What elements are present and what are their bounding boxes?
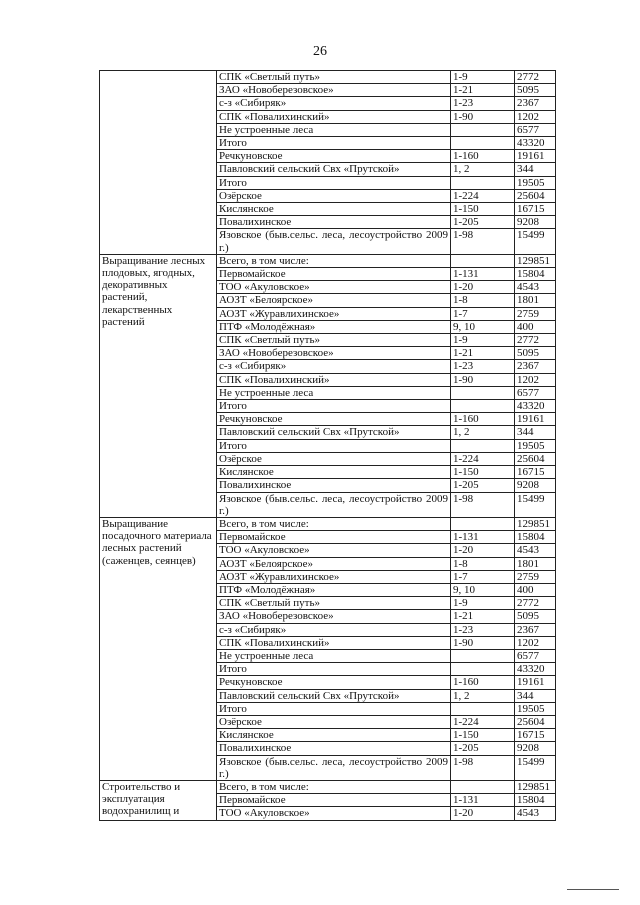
quarters-cell: 1-205 [451, 479, 515, 492]
area-cell: 2367 [515, 360, 556, 373]
area-cell: 5095 [515, 84, 556, 97]
area-cell: 16715 [515, 729, 556, 742]
area-cell: 2367 [515, 97, 556, 110]
quarters-cell [451, 780, 515, 793]
forestry-name-cell: с-з «Сибиряк» [217, 623, 451, 636]
area-cell: 1801 [515, 294, 556, 307]
area-cell: 25604 [515, 189, 556, 202]
forestry-name-cell: СПК «Повалихинский» [217, 373, 451, 386]
forestry-name-cell: Первомайское [217, 531, 451, 544]
area-cell: 2759 [515, 570, 556, 583]
quarters-cell: 9, 10 [451, 583, 515, 596]
forestry-name-cell: ТОО «Акуловское» [217, 281, 451, 294]
quarters-cell [451, 663, 515, 676]
forestry-name-cell: Первомайское [217, 794, 451, 807]
area-cell: 6577 [515, 649, 556, 662]
area-cell: 400 [515, 583, 556, 596]
forestry-name-cell: Кислянское [217, 203, 451, 216]
area-cell: 5095 [515, 347, 556, 360]
area-cell: 129851 [515, 517, 556, 530]
area-cell: 4543 [515, 281, 556, 294]
forestry-name-cell: Первомайское [217, 268, 451, 281]
area-cell: 43320 [515, 663, 556, 676]
quarters-cell: 1-90 [451, 636, 515, 649]
area-cell: 2772 [515, 597, 556, 610]
quarters-cell: 1-150 [451, 203, 515, 216]
area-cell: 344 [515, 426, 556, 439]
area-cell: 129851 [515, 254, 556, 267]
area-cell: 344 [515, 689, 556, 702]
area-cell: 1202 [515, 110, 556, 123]
quarters-cell: 1-7 [451, 307, 515, 320]
forestry-name-cell: Итого [217, 400, 451, 413]
quarters-cell: 1-98 [451, 755, 515, 780]
area-cell: 25604 [515, 452, 556, 465]
quarters-cell: 1, 2 [451, 689, 515, 702]
table-row [100, 780, 556, 793]
quarters-cell: 1-150 [451, 729, 515, 742]
quarters-cell [451, 123, 515, 136]
area-cell: 1202 [515, 373, 556, 386]
quarters-cell: 1-8 [451, 557, 515, 570]
forestry-name-cell: АОЗТ «Журавлихинское» [217, 570, 451, 583]
quarters-cell: 1-131 [451, 531, 515, 544]
area-cell: 19161 [515, 676, 556, 689]
quarters-cell: 1, 2 [451, 426, 515, 439]
area-cell: 15499 [515, 492, 556, 517]
forestry-name-cell: ТОО «Акуловское» [217, 807, 451, 820]
quarters-cell: 1-8 [451, 294, 515, 307]
area-cell: 25604 [515, 715, 556, 728]
forestry-name-cell: Озёрское [217, 189, 451, 202]
quarters-cell: 1, 2 [451, 163, 515, 176]
activity-cell [100, 71, 217, 255]
forestry-name-cell: Итого [217, 176, 451, 189]
area-cell: 129851 [515, 780, 556, 793]
quarters-cell: 1-98 [451, 492, 515, 517]
area-cell: 2772 [515, 334, 556, 347]
quarters-cell: 1-224 [451, 715, 515, 728]
quarters-cell [451, 386, 515, 399]
quarters-cell: 1-20 [451, 807, 515, 820]
forestry-name-cell: ЗАО «Новоберезовское» [217, 347, 451, 360]
forestry-name-cell: Итого [217, 702, 451, 715]
area-cell: 2772 [515, 71, 556, 84]
forestry-name-cell: Повалихинское [217, 742, 451, 755]
forestry-name-cell: Всего, в том числе: [217, 780, 451, 793]
table-row [100, 254, 556, 267]
area-cell: 1801 [515, 557, 556, 570]
area-cell: 19505 [515, 439, 556, 452]
activity-cell: Выращивание лесных плодовых, ягодных, декоративных растений, лекарственных растений [100, 254, 217, 517]
area-cell: 4543 [515, 807, 556, 820]
footer-line [567, 889, 619, 890]
forestry-name-cell: СПК «Светлый путь» [217, 71, 451, 84]
forestry-name-cell: АОЗТ «Белоярское» [217, 294, 451, 307]
quarters-cell: 9, 10 [451, 320, 515, 333]
page-number: 26 [313, 44, 327, 59]
area-cell: 15499 [515, 755, 556, 780]
quarters-cell: 1-131 [451, 268, 515, 281]
quarters-cell: 1-20 [451, 281, 515, 294]
forestry-name-cell: Павловский сельский Свх «Прутской» [217, 689, 451, 702]
area-cell: 1202 [515, 636, 556, 649]
quarters-cell: 1-160 [451, 676, 515, 689]
forestry-name-cell: Всего, в том числе: [217, 254, 451, 267]
quarters-cell [451, 702, 515, 715]
quarters-cell: 1-9 [451, 597, 515, 610]
forestry-name-cell: СПК «Светлый путь» [217, 334, 451, 347]
area-cell: 2759 [515, 307, 556, 320]
forestry-name-cell: Павловский сельский Свх «Прутской» [217, 426, 451, 439]
area-cell: 19505 [515, 702, 556, 715]
forestry-name-cell: Речкуновское [217, 150, 451, 163]
area-cell: 344 [515, 163, 556, 176]
quarters-cell: 1-131 [451, 794, 515, 807]
quarters-cell: 1-150 [451, 466, 515, 479]
quarters-cell [451, 517, 515, 530]
quarters-cell [451, 254, 515, 267]
forestry-name-cell: ПТФ «Молодёжная» [217, 583, 451, 596]
forestry-name-cell: ЗАО «Новоберезовское» [217, 84, 451, 97]
quarters-cell: 1-21 [451, 610, 515, 623]
area-cell: 9208 [515, 216, 556, 229]
area-cell: 15804 [515, 794, 556, 807]
table-row [100, 71, 556, 84]
forestry-name-cell: Не устроенные леса [217, 386, 451, 399]
area-cell: 43320 [515, 137, 556, 150]
activity-cell: Строительство и эксплуатация водохранилищ и [100, 780, 217, 820]
forestry-name-cell: Кислянское [217, 729, 451, 742]
quarters-cell [451, 649, 515, 662]
forestry-name-cell: СПК «Повалихинский» [217, 110, 451, 123]
quarters-cell: 1-21 [451, 84, 515, 97]
forestry-name-cell: Повалихинское [217, 479, 451, 492]
forestry-name-cell: АОЗТ «Белоярское» [217, 557, 451, 570]
forestry-name-cell: АОЗТ «Журавлихинское» [217, 307, 451, 320]
forestry-name-cell: Итого [217, 663, 451, 676]
area-cell: 19505 [515, 176, 556, 189]
quarters-cell: 1-98 [451, 229, 515, 254]
quarters-cell: 1-90 [451, 373, 515, 386]
forestry-name-cell: Озёрское [217, 452, 451, 465]
activity-cell: Выращивание посадочного материала лесных растений (саженцев, сеянцев) [100, 517, 217, 780]
area-cell: 400 [515, 320, 556, 333]
forestry-name-cell: Озёрское [217, 715, 451, 728]
quarters-cell: 1-9 [451, 334, 515, 347]
area-cell: 16715 [515, 203, 556, 216]
quarters-cell: 1-23 [451, 623, 515, 636]
area-cell: 6577 [515, 123, 556, 136]
quarters-cell: 1-20 [451, 544, 515, 557]
forestry-name-cell: Всего, в том числе: [217, 517, 451, 530]
quarters-cell [451, 176, 515, 189]
area-cell: 5095 [515, 610, 556, 623]
forestry-name-cell: Повалихинское [217, 216, 451, 229]
forestry-name-cell: с-з «Сибиряк» [217, 360, 451, 373]
forestry-name-cell: с-з «Сибиряк» [217, 97, 451, 110]
quarters-cell: 1-7 [451, 570, 515, 583]
area-cell: 9208 [515, 479, 556, 492]
forestry-name-cell: Язовское (быв.сельс. леса, лесоустройство 2009 г.) [217, 229, 451, 254]
forestry-name-cell: ПТФ «Молодёжная» [217, 320, 451, 333]
quarters-cell [451, 137, 515, 150]
quarters-cell: 1-21 [451, 347, 515, 360]
forestry-name-cell: Язовское (быв.сельс. леса, лесоустройство 2009 г.) [217, 755, 451, 780]
forestry-name-cell: Не устроенные леса [217, 123, 451, 136]
area-cell: 6577 [515, 386, 556, 399]
quarters-cell: 1-205 [451, 742, 515, 755]
quarters-cell: 1-224 [451, 452, 515, 465]
forestry-name-cell: Итого [217, 439, 451, 452]
area-cell: 2367 [515, 623, 556, 636]
area-cell: 19161 [515, 150, 556, 163]
forestry-name-cell: СПК «Повалихинский» [217, 636, 451, 649]
forestry-name-cell: Речкуновское [217, 676, 451, 689]
quarters-cell [451, 439, 515, 452]
forestry-name-cell: СПК «Светлый путь» [217, 597, 451, 610]
forestry-name-cell: Не устроенные леса [217, 649, 451, 662]
table-row [100, 517, 556, 530]
area-cell: 15804 [515, 531, 556, 544]
quarters-cell: 1-205 [451, 216, 515, 229]
quarters-cell: 1-224 [451, 189, 515, 202]
area-cell: 15499 [515, 229, 556, 254]
forest-use-table [99, 70, 556, 821]
area-cell: 15804 [515, 268, 556, 281]
quarters-cell: 1-90 [451, 110, 515, 123]
forestry-name-cell: ТОО «Акуловское» [217, 544, 451, 557]
area-cell: 9208 [515, 742, 556, 755]
forestry-name-cell: ЗАО «Новоберезовское» [217, 610, 451, 623]
quarters-cell: 1-160 [451, 150, 515, 163]
area-cell: 43320 [515, 400, 556, 413]
forestry-name-cell: Итого [217, 137, 451, 150]
quarters-cell: 1-23 [451, 360, 515, 373]
quarters-cell: 1-9 [451, 71, 515, 84]
quarters-cell: 1-23 [451, 97, 515, 110]
area-cell: 19161 [515, 413, 556, 426]
forestry-name-cell: Речкуновское [217, 413, 451, 426]
area-cell: 16715 [515, 466, 556, 479]
area-cell: 4543 [515, 544, 556, 557]
quarters-cell [451, 400, 515, 413]
forestry-name-cell: Павловский сельский Свх «Прутской» [217, 163, 451, 176]
forestry-name-cell: Кислянское [217, 466, 451, 479]
quarters-cell: 1-160 [451, 413, 515, 426]
forestry-name-cell: Язовское (быв.сельс. леса, лесоустройство 2009 г.) [217, 492, 451, 517]
